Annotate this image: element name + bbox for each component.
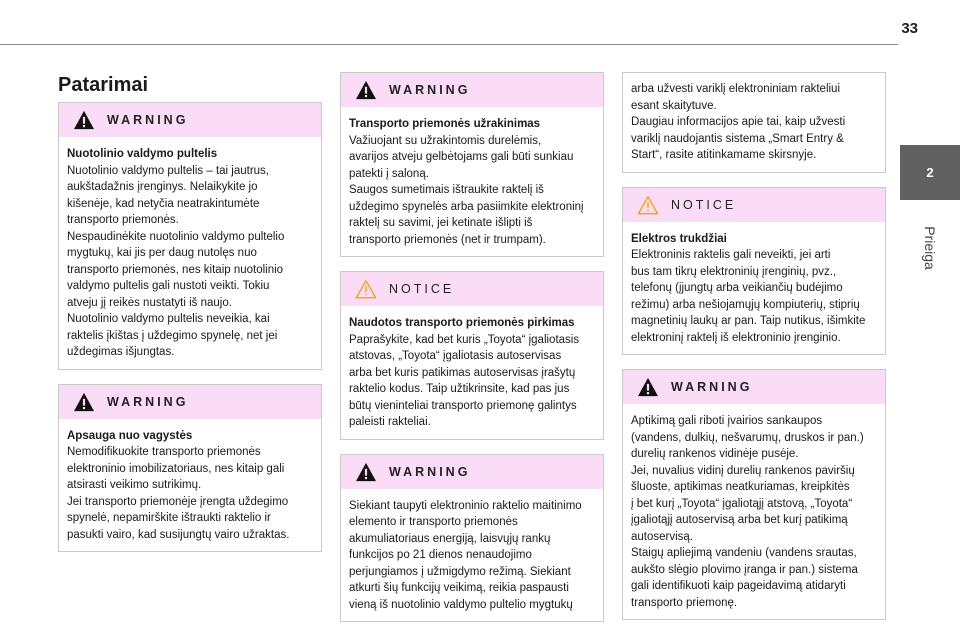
chapter-tab[interactable] (900, 145, 960, 200)
box-text-line: paleisti rakteliai. (349, 416, 431, 428)
notice-box (622, 187, 886, 356)
notice-header (623, 188, 885, 222)
warning-label: WARNING (107, 394, 189, 409)
box-text-line: akumuliatoriaus energiją, laisvųjų rankų (349, 532, 551, 545)
chapter-number: 2 (926, 165, 934, 180)
warning-triangle-icon (355, 462, 377, 482)
box-text-line: aukšto slėgio plovimo įranga ir pan.) sistema (631, 563, 858, 576)
box-text-line: arba užvesti variklį elektroniniam rakteliui (631, 83, 840, 95)
box-text-line: gali identifikuoti kaip pageidavimą atidaryti (631, 580, 846, 592)
box-text-line: Nuotolinio valdymo pultelis – tai jautrus, (67, 164, 269, 177)
box-text-line: Staigų apliejimą vandeniu (vandens srautas, (631, 547, 857, 559)
box-text-line: elektroninį raktelį iš elektroninio įrenginio. (631, 331, 841, 344)
box-body (341, 107, 603, 256)
box-body (59, 137, 321, 369)
box-text-line: į bet kurį „Toyota“ įgaliotąjį atstovą, „Toyota“ (631, 497, 853, 510)
box-text-line: Nemodifikuokite transporto priemonės (67, 446, 261, 458)
notice-box (340, 271, 604, 440)
box-text-line: uždegimo spynelės arba pasiimkite elektroninį (349, 200, 584, 213)
header-divider (0, 44, 898, 45)
box-text-line: Elektroninis raktelis gali neveikti, jei arti (631, 249, 831, 261)
warning-box (340, 72, 604, 257)
box-text-line: variklį naudojantis sistema „Smart Entry & (631, 132, 844, 145)
warning-label: WARNING (671, 380, 753, 394)
box-text-line: magnetinių laukų ar pan. Taip nutikus, išimkite (631, 315, 866, 327)
box-title: Nuotolinio valdymo pultelis (67, 148, 218, 160)
box-text-line: Start“, rasite atitinkamame skirsnyje. (631, 149, 817, 161)
box-text-line: šluoste, aptikimas neatkuriamas, kreipkitės (631, 481, 850, 493)
notice-label: NOTICE (389, 282, 455, 296)
box-text-line: esant skaitytuve. (631, 99, 717, 112)
box-text-line: atstovas, „Toyota“ įgaliotasis autoservisas (349, 350, 562, 362)
box-text-line: Siekiant taupyti elektroninio raktelio maitinimo (349, 499, 582, 512)
box-text-line: funkcijos po 21 dienos nenaudojimo (349, 549, 532, 561)
box-text-line: kišenėje, kad netyčia neatrakintumėte (67, 197, 260, 210)
box-body (623, 73, 885, 172)
chapter-label (900, 200, 960, 295)
box-body (59, 419, 321, 552)
box-text-line: Paprašykite, kad bet kuris „Toyota“ įgaliotasis (349, 333, 580, 346)
box-text-line: elektroninio imobilizatoriaus, nes kitaip gali (67, 462, 285, 475)
box-text-line: Nespaudinėkite nuotolinio valdymo pultelio (67, 230, 285, 243)
box-text-line: Jei transporto priemonėje įrengta uždegimo (67, 495, 289, 508)
page-number: 33 (901, 20, 918, 37)
box-text-line: autoservisą. (631, 530, 694, 543)
box-title: Apsauga nuo vagystės (67, 429, 193, 442)
box-text-line: Daugiau informacijos apie tai, kaip užvesti (631, 116, 846, 128)
box-body (623, 404, 885, 619)
warning-triangle-icon (355, 80, 377, 100)
box-text-line: aukštadažnis įrenginys. Nelaikykite jo (67, 181, 258, 193)
box-text-line: transporto priemonės, nes kitaip nuotolinio (67, 263, 284, 276)
warning-box (622, 369, 886, 620)
warning-header (59, 103, 321, 137)
warning-box (340, 454, 604, 623)
box-text-line: pasukti vairo, kad susijungtų vairo užraktas. (67, 528, 290, 541)
box-text-line: režimu) arba nešiojamųjų kompiuterių, stiprių (631, 298, 860, 311)
box-text-line: būtų vieninteliai transporto priemonę galintys (349, 399, 577, 412)
box-text-line: mygtukų, kai jis per daug nutolęs nuo (67, 247, 257, 259)
box-text-line: Nuotolinio valdymo pultelis neveikia, kai (67, 313, 270, 325)
notice-label: NOTICE (671, 197, 737, 212)
box-text-line: raktelis įkištas į uždegimo spynelę, net jei (67, 329, 278, 342)
box-text-line: bus tam tikrų elektroninių įrenginių, pvz., (631, 265, 837, 278)
column-middle (340, 72, 604, 636)
box-text-line: raktelio kodus. Taip užtikrinsite, kad pas jus (349, 383, 570, 395)
warning-label: WARNING (389, 464, 471, 479)
warning-label: WARNING (107, 113, 189, 127)
box-text-line: uždegimas išjungtas. (67, 346, 175, 358)
box-text-line: transporto priemonės. (67, 214, 179, 226)
warning-header (623, 370, 885, 404)
box-text-line: arba bet kuris patikimas autoservisas įrašytų (349, 366, 576, 379)
box-text-line: Jei, nuvalius vidinį durelių rankenos paviršių (631, 464, 855, 477)
box-text-line: valdymo pultelis gali nustoti veikti. Tokiu (67, 280, 270, 292)
warning-box (58, 384, 322, 553)
box-text-line: transporto priemonę. (631, 596, 738, 609)
column-right (622, 72, 886, 634)
box-text-line: atsirasti veikimo sutrikimų. (67, 479, 202, 491)
box-text-line: patekti į saloną. (349, 167, 429, 180)
warning-triangle-icon (73, 392, 95, 412)
box-text-line: atveju jį reikės nustatyti iš naujo. (67, 296, 232, 309)
box-title: Elektros trukdžiai (631, 232, 727, 245)
box-text-line: atkurti šių funkcijų veikimą, reikia paspausti (349, 582, 569, 594)
box-text-line: vieną iš nuotolinio valdymo pultelio mygtukų (349, 598, 573, 611)
continuation-box (622, 72, 886, 173)
warning-triangle-icon (637, 377, 659, 397)
box-text-line: Aptikimą gali riboti įvairios sankaupos (631, 415, 823, 427)
warning-header (341, 73, 603, 107)
warning-header (59, 385, 321, 419)
box-title: Naudotos transporto priemonės pirkimas (349, 317, 575, 329)
box-text-line: transporto priemonės (net ir trumpam). (349, 233, 546, 246)
box-text-line: (vandens, dulkių, nešvarumų, druskos ir pan.) (631, 431, 864, 444)
box-text-line: raktelį su savimi, jei ketinate išlipti iš (349, 217, 533, 229)
notice-header (341, 272, 603, 306)
box-body (341, 306, 603, 439)
box-body (623, 222, 885, 355)
box-body (341, 489, 603, 622)
notice-triangle-icon (637, 195, 659, 215)
box-text-line: durelių rankenos vidinėje pusėje. (631, 448, 799, 460)
box-text-line: avarijos atveju gelbėtojams gali būti sunkiau (349, 151, 574, 163)
box-title: Transporto priemonės užrakinimas (349, 118, 541, 130)
warning-triangle-icon (73, 110, 95, 130)
chapter-label-text: Prieiga (922, 225, 938, 270)
column-left (58, 102, 322, 566)
box-text-line: elemento ir transporto priemonės (349, 516, 518, 528)
box-text-line: Saugos sumetimais ištraukite raktelį iš (349, 184, 544, 196)
notice-triangle-icon (355, 279, 377, 299)
box-text-line: telefonų (įjungtų arba veikiančių budėjimo (631, 282, 843, 294)
warning-box (58, 102, 322, 370)
section-title: Patarimai (58, 74, 149, 96)
box-text-line: įgaliotąjį autoservisą arba bet kurį patikimą (631, 514, 848, 526)
warning-header (341, 455, 603, 489)
box-text-line: perjungiamos į užmigdymo režimą. Siekiant (349, 565, 571, 578)
warning-label: WARNING (389, 83, 471, 97)
box-text-line: spynelė, nepamirškite ištraukti raktelio ir (67, 512, 271, 524)
box-text-line: Važiuojant su užrakintomis durelėmis, (349, 134, 542, 147)
